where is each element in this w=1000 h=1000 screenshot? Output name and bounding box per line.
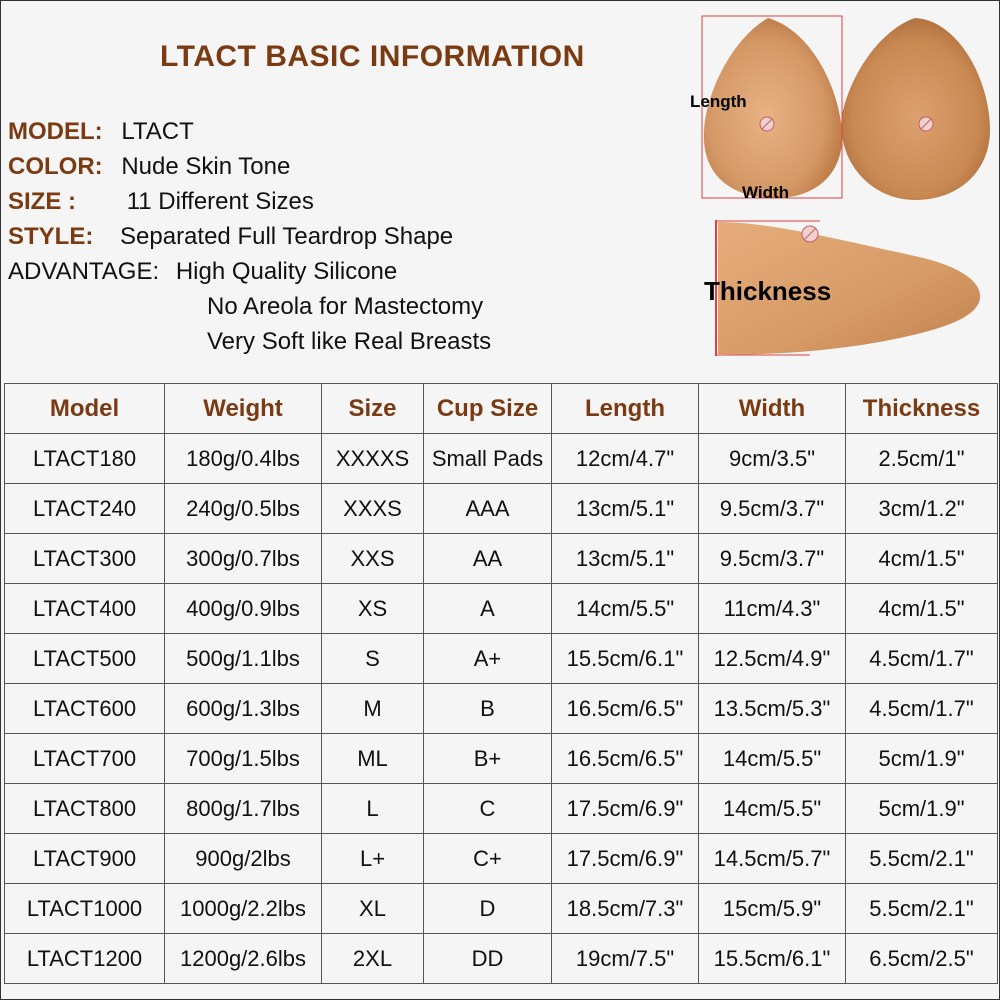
cup-size-cell: DD	[424, 934, 552, 984]
length-cell: 14cm/5.5"	[552, 584, 699, 634]
width-cell: 14cm/5.5"	[699, 734, 846, 784]
cup-size-cell: A+	[424, 634, 552, 684]
column-header: Size	[322, 384, 424, 434]
size-row	[8, 188, 314, 216]
size-cell: ML	[322, 734, 424, 784]
size-cell: M	[322, 684, 424, 734]
cup-size-cell: B	[424, 684, 552, 734]
width-cell: 15.5cm/6.1"	[699, 934, 846, 984]
model-cell: LTACT180	[5, 434, 165, 484]
length-cell: 12cm/4.7"	[552, 434, 699, 484]
model-cell: LTACT900	[5, 834, 165, 884]
cup-size-cell: C+	[424, 834, 552, 884]
model-cell: LTACT500	[5, 634, 165, 684]
column-header: Thickness	[846, 384, 998, 434]
table-row	[5, 934, 998, 984]
thickness-label: Thickness	[704, 276, 832, 306]
width-cell: 11cm/4.3"	[699, 584, 846, 634]
thickness-cell: 5.5cm/2.1"	[846, 834, 998, 884]
length-cell: 16.5cm/6.5"	[552, 684, 699, 734]
size-chart-table	[4, 383, 998, 984]
model-cell: LTACT300	[5, 534, 165, 584]
width-cell: 9.5cm/3.7"	[699, 534, 846, 584]
length-cell: 18.5cm/7.3"	[552, 884, 699, 934]
cup-size-cell: D	[424, 884, 552, 934]
advantage-row	[8, 258, 397, 286]
table-row	[5, 434, 998, 484]
weight-cell: 400g/0.9lbs	[165, 584, 322, 634]
model-cell: LTACT1200	[5, 934, 165, 984]
table-row	[5, 884, 998, 934]
model-label: MODEL:	[8, 118, 103, 145]
length-cell: 17.5cm/6.9"	[552, 784, 699, 834]
length-cell: 13cm/5.1"	[552, 484, 699, 534]
cup-size-cell: Small Pads	[424, 434, 552, 484]
size-cell: XXXXS	[322, 434, 424, 484]
model-cell: LTACT1000	[5, 884, 165, 934]
style-row	[8, 223, 453, 251]
thickness-cell: 4cm/1.5"	[846, 534, 998, 584]
table-row	[5, 484, 998, 534]
color-label: COLOR:	[8, 153, 103, 180]
thickness-cell: 5.5cm/2.1"	[846, 884, 998, 934]
style-value: Separated Full Teardrop Shape	[120, 223, 454, 250]
size-value: 11 Different Sizes	[126, 188, 314, 215]
table-row	[5, 734, 998, 784]
column-header: Length	[552, 384, 699, 434]
table-row	[5, 834, 998, 884]
cup-size-cell: B+	[424, 734, 552, 784]
width-cell: 13.5cm/5.3"	[699, 684, 846, 734]
table-row	[5, 784, 998, 834]
thickness-cell: 4.5cm/1.7"	[846, 634, 998, 684]
weight-cell: 800g/1.7lbs	[165, 784, 322, 834]
column-header: Cup Size	[424, 384, 552, 434]
width-cell: 9.5cm/3.7"	[699, 484, 846, 534]
width-cell: 15cm/5.9"	[699, 884, 846, 934]
advantage-item: Very Soft like Real Breasts	[207, 328, 492, 355]
weight-cell: 700g/1.5lbs	[165, 734, 322, 784]
length-label: Length	[690, 92, 747, 111]
model-cell: LTACT600	[5, 684, 165, 734]
size-cell: XXXS	[322, 484, 424, 534]
style-label: STYLE:	[8, 223, 94, 250]
color-value: Nude Skin Tone	[121, 153, 291, 180]
width-cell: 14.5cm/5.7"	[699, 834, 846, 884]
size-cell: L	[322, 784, 424, 834]
page-title: LTACT BASIC INFORMATION	[160, 40, 585, 73]
width-label: Width	[742, 183, 790, 202]
table-body	[5, 434, 998, 984]
color-row	[8, 153, 290, 181]
width-cell: 14cm/5.5"	[699, 784, 846, 834]
product-diagram	[690, 0, 1000, 378]
column-header: Width	[699, 384, 846, 434]
thickness-cell: 5cm/1.9"	[846, 734, 998, 784]
model-cell: LTACT800	[5, 784, 165, 834]
size-cell: L+	[322, 834, 424, 884]
table-row	[5, 684, 998, 734]
model-cell: LTACT700	[5, 734, 165, 784]
length-cell: 16.5cm/6.5"	[552, 734, 699, 784]
model-cell: LTACT400	[5, 584, 165, 634]
table-row	[5, 534, 998, 584]
table-header-row	[5, 384, 998, 434]
weight-cell: 900g/2lbs	[165, 834, 322, 884]
thickness-cell: 2.5cm/1"	[846, 434, 998, 484]
thickness-cell: 6.5cm/2.5"	[846, 934, 998, 984]
length-cell: 17.5cm/6.9"	[552, 834, 699, 884]
width-cell: 12.5cm/4.9"	[699, 634, 846, 684]
model-row	[8, 118, 194, 146]
thickness-cell: 5cm/1.9"	[846, 784, 998, 834]
advantage-item: No Areola for Mastectomy	[207, 293, 484, 320]
basic-info-panel	[0, 0, 690, 378]
cup-size-cell: A	[424, 584, 552, 634]
cup-size-cell: C	[424, 784, 552, 834]
weight-cell: 1200g/2.6lbs	[165, 934, 322, 984]
column-header: Model	[5, 384, 165, 434]
size-cell: XS	[322, 584, 424, 634]
size-cell: 2XL	[322, 934, 424, 984]
size-cell: XXS	[322, 534, 424, 584]
weight-cell: 240g/0.5lbs	[165, 484, 322, 534]
weight-cell: 1000g/2.2lbs	[165, 884, 322, 934]
weight-cell: 180g/0.4lbs	[165, 434, 322, 484]
model-cell: LTACT240	[5, 484, 165, 534]
cup-size-cell: AAA	[424, 484, 552, 534]
weight-cell: 600g/1.3lbs	[165, 684, 322, 734]
thickness-cell: 3cm/1.2"	[846, 484, 998, 534]
model-value: LTACT	[121, 118, 194, 145]
weight-cell: 300g/0.7lbs	[165, 534, 322, 584]
width-cell: 9cm/3.5"	[699, 434, 846, 484]
length-cell: 15.5cm/6.1"	[552, 634, 699, 684]
table-row	[5, 584, 998, 634]
cup-size-cell: AA	[424, 534, 552, 584]
advantage-label: ADVANTAGE:	[8, 258, 160, 285]
weight-cell: 500g/1.1lbs	[165, 634, 322, 684]
column-header: Weight	[165, 384, 322, 434]
table-row	[5, 634, 998, 684]
thickness-cell: 4cm/1.5"	[846, 584, 998, 634]
size-cell: XL	[322, 884, 424, 934]
advantage-item: High Quality Silicone	[175, 258, 398, 285]
thickness-cell: 4.5cm/1.7"	[846, 684, 998, 734]
length-cell: 19cm/7.5"	[552, 934, 699, 984]
length-cell: 13cm/5.1"	[552, 534, 699, 584]
size-cell: S	[322, 634, 424, 684]
right-breast-form	[841, 18, 990, 200]
size-label: SIZE :	[8, 188, 77, 215]
